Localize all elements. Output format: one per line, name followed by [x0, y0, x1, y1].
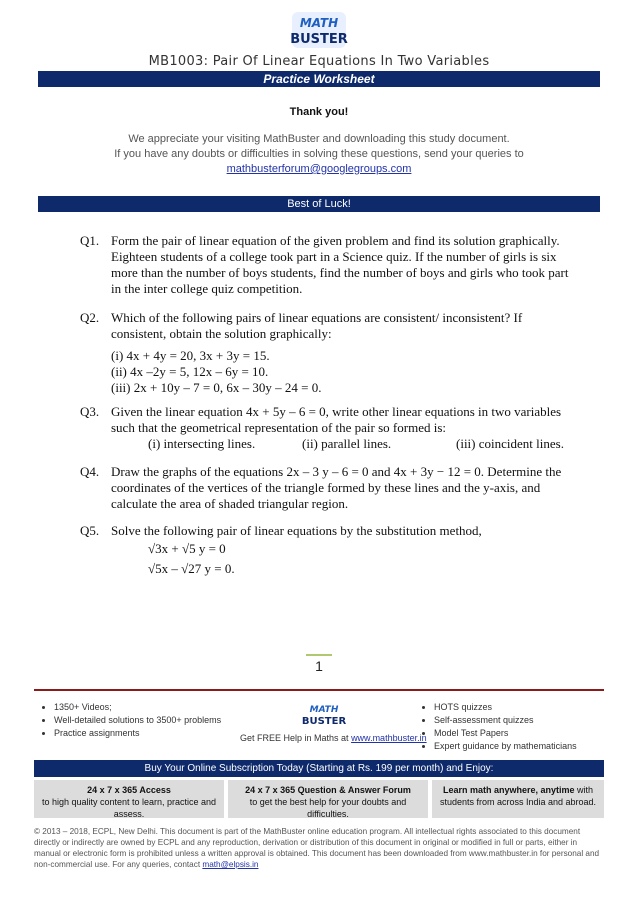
option-coincident: (iii) coincident lines. — [456, 436, 564, 451]
pair-ii: (ii) 4x –2y = 5, 12x – 6y = 10. — [111, 364, 269, 379]
pair-iii: (iii) 2x + 10y – 7 = 0, 6x – 30y – 24 = 0. — [111, 380, 322, 395]
feature-item: • Practice assignments — [54, 727, 236, 740]
question-number: Q1. — [80, 233, 100, 248]
logo-bottom-text: BUSTER — [290, 32, 348, 47]
pair-i: (i) 4x + 4y = 20, 3x + 3y = 15. — [111, 348, 270, 363]
contact-email-link[interactable]: math@elpsis.in — [202, 860, 259, 869]
benefit-forum — [228, 780, 428, 818]
forum-email-link[interactable]: mathbusterforum@googlegroups.com — [226, 163, 412, 175]
get-help-text: Get FREE Help in Maths at — [240, 733, 349, 743]
right-features — [416, 701, 606, 753]
benefit-title: 24 x 7 x 365 Question & Answer Forum — [245, 785, 411, 795]
question-text: Form the pair of linear equation of the given problem and find its solution graphically. Eighteen students of a college took part in a Science quiz. If the number of girls is six more than the number of boys students, find the number of boys and girls who took part in the inter college quiz competition. — [111, 233, 569, 296]
feature-item: • 1350+ Videos; — [54, 701, 236, 714]
question-number: Q5. — [80, 523, 100, 538]
left-features — [36, 701, 236, 740]
page-number-rule — [306, 654, 332, 656]
question-number: Q3. — [80, 404, 100, 419]
benefit-anywhere — [432, 780, 604, 818]
feature-item: • HOTS quizzes — [434, 701, 606, 714]
intro-line-1: We appreciate your visiting MathBuster and downloading this study document. — [128, 133, 510, 145]
feature-item: • Well-detailed solutions to 3500+ problems — [54, 714, 236, 727]
benefit-text: to high quality content to learn, practice and assess. — [41, 797, 217, 819]
worksheet-subtitle: Practice Worksheet — [38, 71, 600, 87]
copyright-text: © 2013 – 2018, ECPL, New Delhi. This document is part of the MathBuster online education program. All intellectual rights associated to this document directly or indirectly are owned by ECPL and any reproduction, derivation or distribution of this document in original or modified in full or parts, either in manual or electronic form is prohibited unless a written approval is obtained. This document has been downloaded from www.mathbuster.in for personal and non-commercial use. For any queries, contact — [34, 827, 600, 869]
copyright-notice — [34, 826, 606, 870]
equation-1: √3x + √5 y = 0 — [148, 541, 226, 556]
benefit-suffix: with — [577, 785, 594, 795]
question-text: Which of the following pairs of linear equations are consistent/ inconsistent? If consistent, obtain the solution graphically: — [111, 310, 523, 341]
option-intersecting: (i) intersecting lines. — [148, 436, 256, 451]
feature-item: • Model Test Papers — [434, 727, 606, 740]
feature-item: • Self-assessment quizzes — [434, 714, 606, 727]
benefit-title: 24 x 7 x 365 Access — [87, 785, 171, 795]
question-3 — [80, 404, 580, 452]
equation-2: √5x – √27 y = 0. — [148, 561, 235, 576]
benefit-title: Learn math anywhere, anytime — [442, 785, 575, 795]
thanks-heading: Thank you! — [289, 106, 349, 118]
question-text: Draw the graphs of the equations 2x – 3 y – 6 = 0 and 4x + 3y − 12 = 0. Determine the coordinates of the vertices of the triangle formed by these lines and the y-axis, and calculate the area of shaded triangular region. — [111, 464, 562, 511]
worksheet-title: MB1003: Pair Of Linear Equations In Two Variables — [148, 54, 490, 69]
page-number: 1 — [315, 658, 323, 674]
question-1 — [80, 233, 580, 297]
mathbuster-logo — [288, 10, 350, 50]
question-5 — [80, 523, 580, 577]
benefit-access — [34, 780, 224, 818]
intro-text — [60, 132, 578, 177]
footer-logo — [302, 700, 346, 728]
feature-item: • Expert guidance by mathematicians — [434, 740, 606, 753]
question-4 — [80, 464, 580, 512]
footer-divider — [34, 689, 604, 691]
intro-line-2: If you have any doubts or difficulties in solving these questions, send your queries to — [114, 148, 524, 160]
question-text: Solve the following pair of linear equations by the substitution method, — [111, 523, 482, 538]
question-text: Given the linear equation 4x + 5y – 6 = 0, write other linear equations in two variables such that the geometrical representation of the pair so formed is: — [111, 404, 562, 435]
footer-logo-bottom: BUSTER — [302, 716, 346, 727]
question-2 — [80, 310, 580, 396]
logo-top-text: MATH — [299, 16, 339, 30]
get-free-help — [240, 733, 427, 743]
question-number: Q2. — [80, 310, 100, 325]
benefit-text: to get the best help for your doubts and difficulties. — [249, 797, 407, 819]
subscription-bar: Buy Your Online Subscription Today (Starting at Rs. 199 per month) and Enjoy: — [34, 760, 604, 777]
benefit-text: students from across India and abroad. — [439, 797, 597, 807]
best-of-luck-bar: Best of Luck! — [38, 196, 600, 212]
option-parallel: (ii) parallel lines. — [302, 436, 392, 451]
question-number: Q4. — [80, 464, 100, 479]
footer-logo-top: MATH — [309, 705, 339, 715]
website-link[interactable]: www.mathbuster.in — [351, 733, 427, 743]
